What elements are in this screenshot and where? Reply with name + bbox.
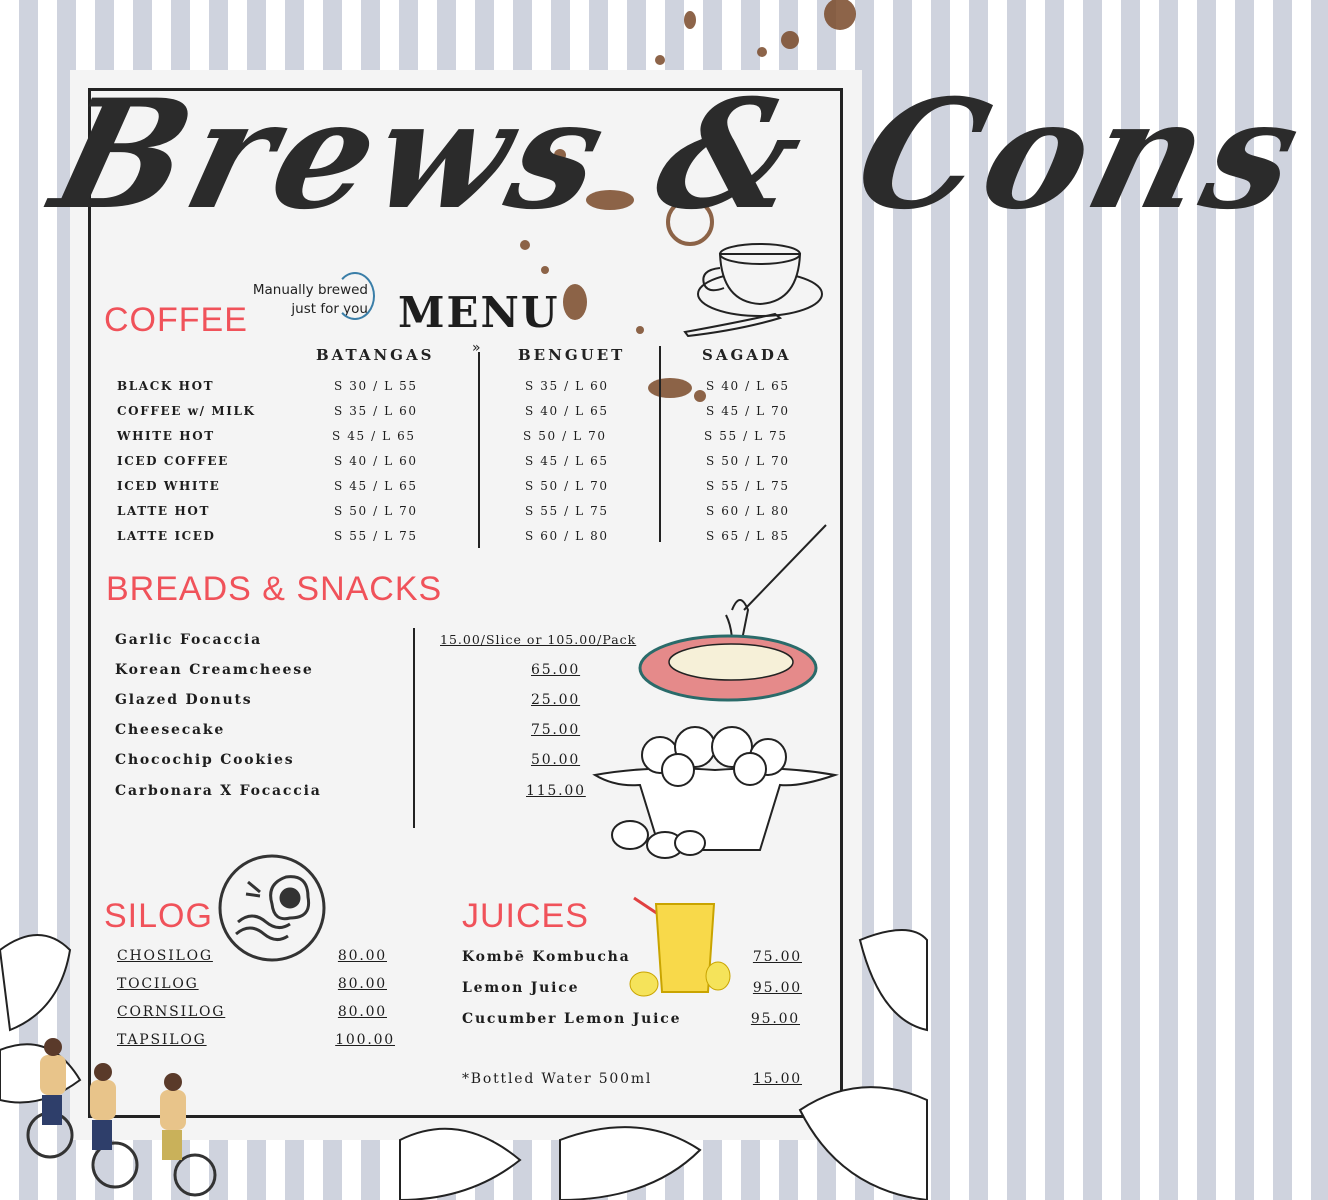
coffee-row bbox=[0, 404, 927, 429]
coffee-row bbox=[0, 429, 927, 454]
silog-item-name: TOCILOG bbox=[117, 976, 199, 992]
silog-item-price: 80.00 bbox=[337, 976, 387, 992]
pasta-bowl-illustration bbox=[636, 520, 836, 720]
juice-item-name: Cucumber Lemon Juice bbox=[462, 1011, 682, 1027]
snack-item-price: 25.00 bbox=[531, 692, 581, 708]
silog-heading: SILOG bbox=[104, 897, 213, 935]
price-sagada: S 50 / L 70 bbox=[706, 454, 790, 468]
price-batangas: S 45 / L 65 bbox=[332, 429, 416, 443]
coffee-item-name: LATTE HOT bbox=[117, 504, 210, 518]
silog-item-price: 80.00 bbox=[337, 948, 387, 964]
snack-item-price: 115.00 bbox=[526, 783, 586, 799]
column-head-benguet: BENGUET bbox=[518, 346, 626, 364]
juice-item-price: 95.00 bbox=[750, 1011, 800, 1027]
coffee-item-name: LATTE ICED bbox=[117, 529, 216, 543]
tagline-arc-decoration bbox=[335, 272, 375, 320]
coffee-row bbox=[0, 379, 927, 404]
juice-item-name: Lemon Juice bbox=[462, 980, 580, 996]
juice-item-price: 75.00 bbox=[752, 949, 802, 965]
price-batangas: S 30 / L 55 bbox=[334, 379, 418, 393]
price-sagada: S 65 / L 85 bbox=[706, 529, 790, 543]
coffee-item-name: ICED COFFEE bbox=[117, 454, 229, 468]
price-batangas: S 50 / L 70 bbox=[334, 504, 418, 518]
juice-item-name: Kombē Kombucha bbox=[462, 949, 631, 965]
coffee-heading: COFFEE bbox=[104, 301, 248, 339]
snack-item-name: Cheesecake bbox=[115, 722, 226, 738]
price-benguet: S 60 / L 80 bbox=[525, 529, 609, 543]
coffee-cup-illustration bbox=[680, 232, 830, 342]
bread-basket-illustration bbox=[590, 725, 840, 865]
arrow-down-icon: » bbox=[472, 340, 481, 356]
coffee-item-name: WHITE HOT bbox=[117, 429, 215, 443]
cyclists-illustration bbox=[20, 1025, 230, 1195]
snack-item-price: 65.00 bbox=[531, 662, 581, 678]
snacks-heading: BREADS & SNACKS bbox=[106, 570, 443, 608]
price-batangas: S 40 / L 60 bbox=[334, 454, 418, 468]
price-benguet: S 50 / L 70 bbox=[525, 479, 609, 493]
tagline-line-2: just for you bbox=[291, 301, 368, 317]
coffee-row bbox=[0, 454, 927, 479]
snack-item-name: Carbonara X Focaccia bbox=[115, 783, 322, 799]
juice-item-price: 95.00 bbox=[752, 980, 802, 996]
water-item-name: *Bottled Water 500ml bbox=[462, 1071, 653, 1087]
coffee-item-name: ICED WHITE bbox=[117, 479, 221, 493]
silog-item-price: 100.00 bbox=[335, 1032, 395, 1048]
price-sagada: S 40 / L 65 bbox=[706, 379, 790, 393]
price-sagada: S 45 / L 70 bbox=[706, 404, 790, 418]
coffee-row bbox=[0, 479, 927, 504]
snack-item-price: 75.00 bbox=[531, 722, 581, 738]
coffee-item-name: BLACK HOT bbox=[117, 379, 215, 393]
brand-title: Brews & Cons bbox=[38, 67, 1322, 243]
water-item-price: 15.00 bbox=[752, 1071, 802, 1087]
snack-item-price: 15.00/Slice or 105.00/Pack bbox=[440, 632, 637, 647]
price-batangas: S 35 / L 60 bbox=[334, 404, 418, 418]
price-batangas: S 45 / L 65 bbox=[334, 479, 418, 493]
menu-word: MENU bbox=[398, 288, 560, 337]
price-benguet: S 50 / L 70 bbox=[523, 429, 607, 443]
price-sagada: S 60 / L 80 bbox=[706, 504, 790, 518]
price-sagada: S 55 / L 75 bbox=[704, 429, 788, 443]
tagline-line-1: Manually brewed bbox=[252, 282, 368, 298]
silog-item-name: CORNSILOG bbox=[117, 1004, 226, 1020]
snack-item-name: Glazed Donuts bbox=[115, 692, 253, 708]
silog-item-price: 80.00 bbox=[337, 1004, 387, 1020]
snack-item-name: Garlic Focaccia bbox=[115, 632, 262, 648]
price-benguet: S 40 / L 65 bbox=[525, 404, 609, 418]
column-head-sagada: SAGADA bbox=[702, 346, 792, 364]
price-sagada: S 55 / L 75 bbox=[706, 479, 790, 493]
price-benguet: S 45 / L 65 bbox=[525, 454, 609, 468]
silog-item-name: TAPSILOG bbox=[117, 1032, 207, 1048]
snack-item-name: Chocochip Cookies bbox=[115, 752, 295, 768]
snack-item-name: Korean Creamcheese bbox=[115, 662, 314, 678]
snack-item-price: 50.00 bbox=[531, 752, 581, 768]
price-batangas: S 55 / L 75 bbox=[334, 529, 418, 543]
column-head-batangas: BATANGAS bbox=[316, 346, 435, 364]
coffee-item-name: COFFEE w/ MILK bbox=[117, 404, 256, 418]
price-benguet: S 35 / L 60 bbox=[525, 379, 609, 393]
price-benguet: S 55 / L 75 bbox=[525, 504, 609, 518]
silog-item-name: CHOSILOG bbox=[117, 948, 213, 964]
juices-heading: JUICES bbox=[462, 897, 589, 935]
